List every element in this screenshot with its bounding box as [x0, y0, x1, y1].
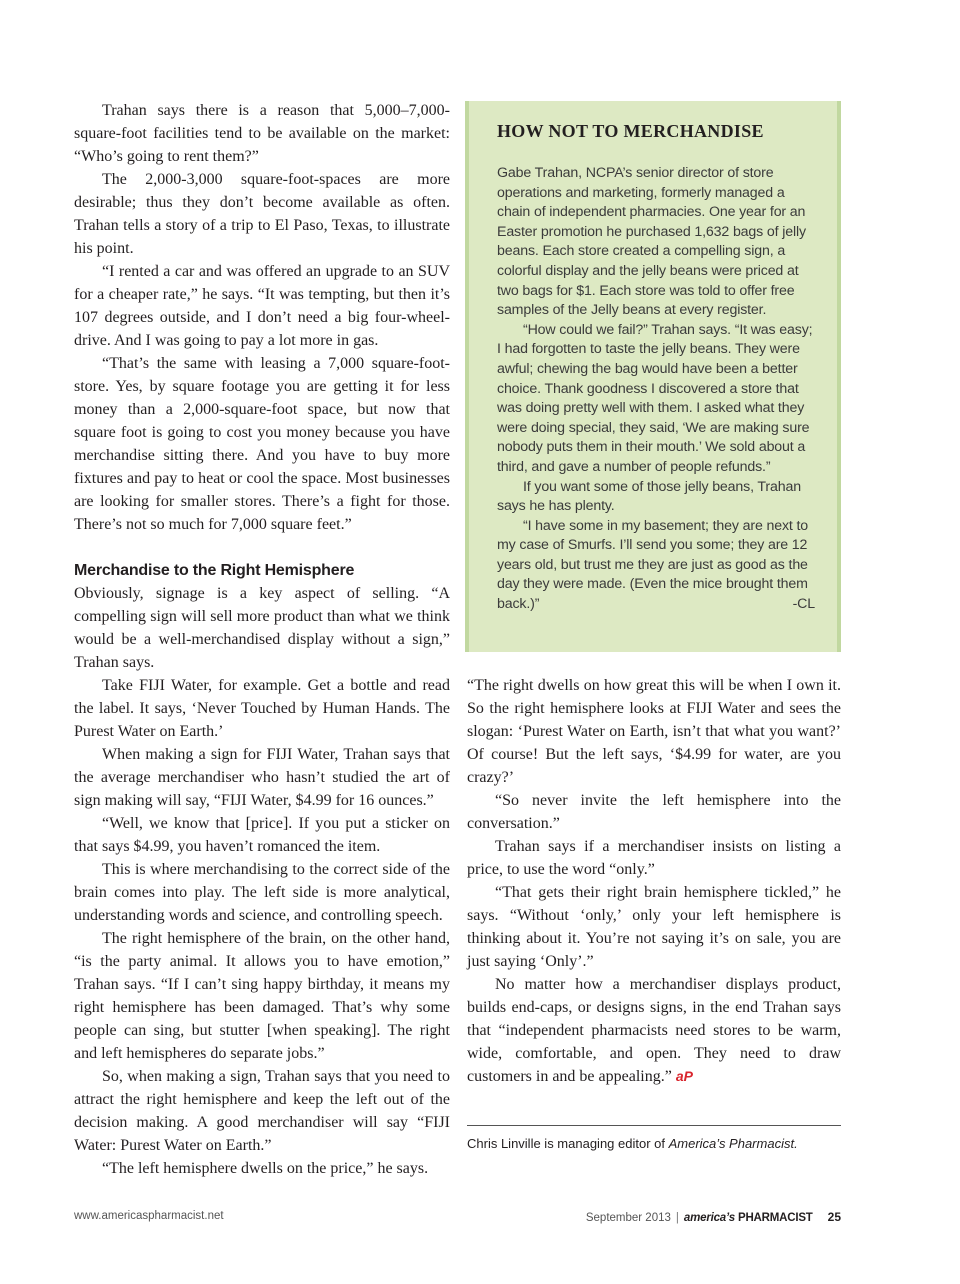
bio-publication: America’s Pharmacist.	[668, 1136, 798, 1151]
paragraph: “So never invite the left hemisphere into the conversation.”	[467, 792, 841, 832]
paragraph: When making a sign for FIJI Water, Trahan says that the average merchandiser who hasn’t studied the art of sign making will say, “FIJI Water, $4.99 for 16 ounces.”	[74, 746, 450, 809]
paragraph: So, when making a sign, Trahan says that you need to attract the right hemisphere and keep the left out of the decision making. A good merchandiser will say “FIJI Water: Purest Water on Earth.”	[74, 1068, 450, 1154]
footer-pub-lower: america’s	[683, 1212, 735, 1224]
footer-pub-upper: PHARMACIST	[737, 1212, 813, 1224]
footer-separator: |	[675, 1212, 679, 1224]
sidebar-paragraph: “How could we fail?” Trahan says. “It was easy; I had forgotten to taste the jelly beans. They were awful; chewing the bag would have been a better choice. Thank goodness I discovered a store that was doing pretty well with them. I asked what they were doing special, they said, ‘We are making sure nobody puts them in their mouth.’ We sold about a third, and gave a number of people refunds.”	[497, 321, 813, 475]
page-number: 25	[827, 1210, 841, 1224]
paragraph: Trahan says if a merchandiser insists on listing a price, to use the word “only.”	[467, 838, 841, 878]
bio-text: Chris Linville is managing editor of	[467, 1136, 669, 1151]
footer-date: September 2013	[585, 1212, 671, 1224]
sidebar-box	[465, 101, 841, 652]
bio-divider	[467, 1125, 841, 1126]
sidebar-paragraph: If you want some of those jelly beans, Trahan says he has plenty.	[497, 478, 801, 515]
sidebar-signature: -CL	[792, 596, 815, 613]
footer-right	[586, 1210, 841, 1224]
sidebar-title: HOW NOT TO MERCHANDISE	[497, 121, 764, 141]
author-bio	[467, 1136, 841, 1151]
end-mark-logo: aP	[675, 1068, 693, 1084]
right-column	[467, 674, 841, 1088]
paragraph: Take FIJI Water, for example. Get a bottle and read the label. It says, ‘Never Touched by Human Hands. The Purest Water on Earth.’	[74, 677, 450, 740]
paragraph: “I rented a car and was offered an upgrade to an SUV for a cheaper rate,” he says. “It was tempting, but then it’s 107 degrees outside, and I don’t need a big four-wheel-drive. And I was going to pay a lot more in gas.	[74, 263, 450, 349]
page-footer	[74, 1210, 841, 1228]
section-subhead: Merchandise to the Right Hemisphere	[74, 562, 355, 579]
paragraph: Trahan says there is a reason that 5,000–7,000-square-foot facilities tend to be available on the market: “Who’s going to rent them?”	[74, 102, 450, 165]
paragraph: Obviously, signage is a key aspect of selling. “A compelling sign will sell more product than what we think would be a well-merchandised display without a sign,” Trahan says.	[74, 585, 450, 671]
paragraph: This is where merchandising to the correct side of the brain comes into play. The left side is more analytical, understanding words and science, and controlling speech.	[74, 861, 450, 924]
closing-paragraph-text: No matter how a merchandiser displays product, builds end-caps, or designs signs, in the end Trahan says that “independent pharmacists need stores to be warm, wide, comfortable, and open. They need to draw customers in and be appealing.”	[467, 976, 841, 1085]
paragraph: The right hemisphere of the brain, on the other hand, “is the party animal. It allows you to have emotion,” Trahan says. “If I can’t sing happy birthday, it means my right hemisphere has been damaged. That’s why some people can sing, but stutter [when speaking]. The right and left hemispheres do separate jobs.”	[74, 930, 450, 1062]
left-column	[74, 99, 450, 1180]
sidebar-paragraph	[497, 517, 815, 615]
paragraph: “That gets their right brain hemisphere tickled,” he says. “Without ‘only,’ only your left hemisphere is thinking about it. You’re not saying it’s on sale, you are just saying ‘Only’.”	[467, 884, 841, 970]
paragraph: The 2,000-3,000 square-foot-spaces are more desirable; thus they don’t become available as often. Trahan tells a story of a trip to El Paso, Texas, to illustrate his point.	[74, 171, 450, 257]
paragraph: “Well, we know that [price]. If you put a sticker on that says $4.99, you haven’t romanced the item.	[74, 815, 450, 855]
paragraph: “The right dwells on how great this will be when I own it. So the right hemisphere looks at FIJI Water and sees the slogan: ‘Purest Water on Earth, isn’t that what you want?’ Of course! But the left says, ‘$4.99 for water, are you crazy?’	[467, 677, 841, 786]
footer-publication	[684, 1212, 813, 1224]
sidebar-body	[497, 164, 815, 615]
paragraph: “The left hemisphere dwells on the price,” he says.	[102, 1160, 429, 1177]
paragraph: “That’s the same with leasing a 7,000 square-foot-store. Yes, by square footage you are getting it for less money than a 2,000-square-foot space, but now that square foot is going to cost you money because you have merchandise sitting there. And you have to buy more fixtures and pay to heat or cool the space. Most businesses are looking for smaller stores. There’s a fight for those. There’s not so much for 7,000 square feet.”	[74, 355, 450, 533]
paragraph	[467, 973, 841, 1088]
footer-url[interactable]: www.americaspharmacist.net	[74, 1210, 224, 1222]
sidebar-quote: “I have some in my basement; they are next to my case of Smurfs. I’ll send you some; they are 12 years old, but trust me they are just as good as the day they were made. (Even the mice brought them back.)”	[497, 517, 809, 613]
sidebar-paragraph: Gabe Trahan, NCPA’s senior director of store operations and marketing, formerly managed a chain of independent pharmacies. One year for an Easter promotion he purchased 1,632 bags of jelly beans. Each store created a compelling sign, a colorful display and the jelly beans were priced at two bags for $1. Each store was told to offer free samples of the Jelly beans at every register.	[497, 165, 806, 319]
